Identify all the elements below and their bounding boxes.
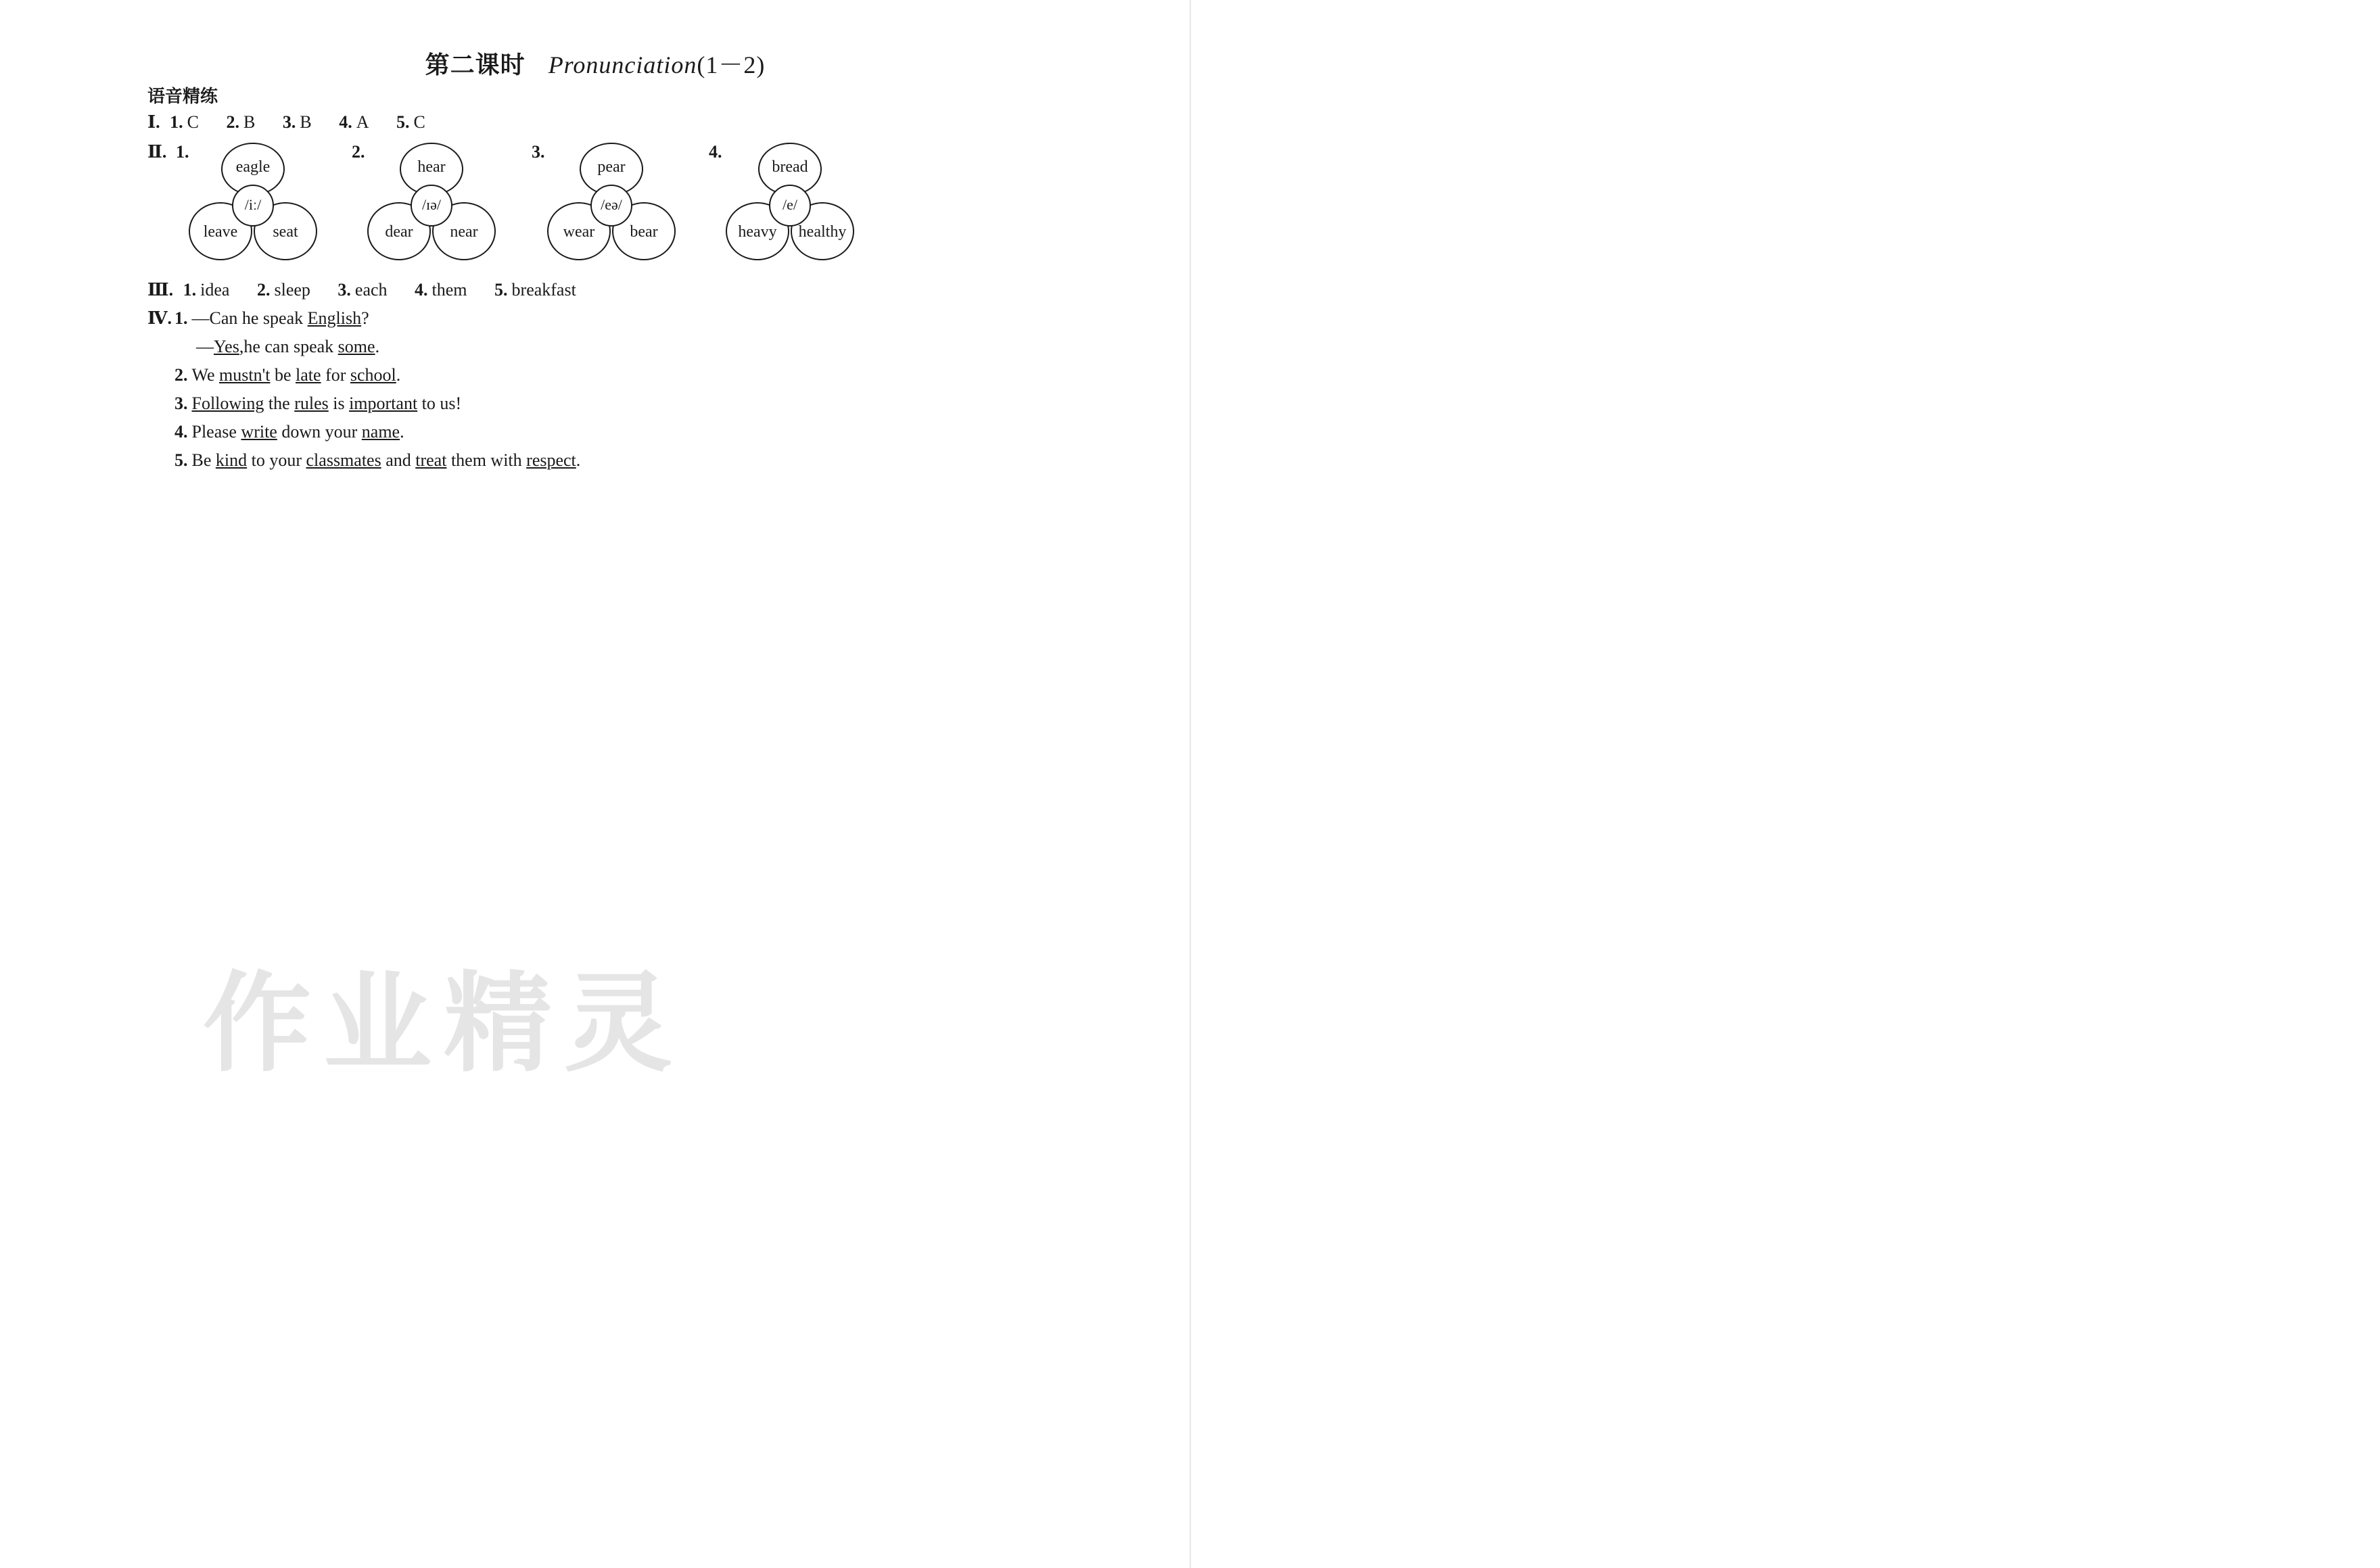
dialogue-line — [174, 365, 400, 385]
flower-phoneme: /eə/ — [601, 196, 622, 213]
section-label: 语音精练 — [147, 86, 218, 106]
sentence-text: . — [576, 450, 581, 470]
answer-item: 3. B — [282, 112, 312, 132]
dialogue-line — [174, 422, 404, 442]
flower-number: 2. — [352, 142, 365, 162]
lesson-en: Pronunciation — [548, 51, 697, 78]
flower-left-word: wear — [563, 223, 595, 241]
line-number: 4. — [174, 422, 188, 442]
flower-top-word: eagle — [235, 158, 271, 176]
sentence-text: — — [196, 337, 214, 356]
underlined-word: Following — [191, 394, 264, 413]
underlined-word: write — [241, 422, 277, 442]
answer-item: 3. each — [337, 280, 388, 300]
sentence-text: Please — [191, 422, 241, 442]
underlined-word: Yes — [214, 337, 239, 356]
flower-phoneme: /ɪə/ — [421, 196, 442, 213]
dialogue-line — [174, 394, 461, 414]
sentence-text: down your — [277, 422, 362, 442]
underlined-word: name — [361, 422, 400, 442]
sentence-text: ,he can speak — [239, 337, 338, 356]
answer-item: 4. A — [339, 112, 369, 132]
flower-diagram — [192, 137, 314, 272]
flower-left-word: dear — [385, 223, 413, 241]
lesson-heading — [0, 46, 1190, 80]
sentence-text: . — [375, 337, 380, 356]
underlined-word: treat — [415, 450, 447, 470]
roman-numeral: Ⅰ. — [147, 112, 160, 132]
flower-phoneme: /e/ — [783, 196, 797, 213]
answer-item: 1. idea — [183, 280, 230, 300]
flower-right-word: healthy — [798, 223, 847, 241]
underlined-word: late — [296, 365, 321, 385]
sentence-text: to your — [247, 450, 306, 470]
flower-number: 4. — [709, 142, 722, 162]
right-page — [1190, 0, 2380, 1568]
underlined-word: some — [337, 337, 375, 356]
answer-row-1 — [147, 112, 448, 133]
flower-right-word: near — [450, 223, 478, 241]
sentence-text: is — [328, 394, 350, 413]
flower-left-word: leave — [203, 223, 238, 241]
sentence-text: Be — [191, 450, 216, 470]
underlined-word: school — [350, 365, 396, 385]
underlined-word: classmates — [306, 450, 381, 470]
sentence-text: them with — [446, 450, 527, 470]
line-number: 3. — [174, 394, 188, 413]
sentence-text: be — [270, 365, 296, 385]
flower-number: 1. — [176, 142, 189, 162]
dialogue-line — [196, 337, 379, 357]
phonics-flowers — [147, 137, 847, 285]
flower-left-word: heavy — [738, 223, 777, 241]
sentence-text: for — [321, 365, 350, 385]
answer-item: 1. C — [170, 112, 200, 132]
flower-top-word: hear — [417, 158, 446, 176]
lesson-cn: 第二课时 — [425, 51, 526, 78]
flower-right-word: bear — [630, 223, 658, 241]
flower-diagram — [551, 137, 672, 272]
sentence-text: —Can he speak — [191, 308, 308, 328]
sentence-text: We — [191, 365, 219, 385]
roman-numeral: Ⅱ. — [147, 142, 167, 162]
underlined-word: important — [349, 394, 418, 413]
underlined-word: respect — [526, 450, 576, 470]
watermark: 作业精灵 — [203, 960, 685, 1087]
dialogue-line — [174, 450, 580, 471]
underlined-word: English — [307, 308, 362, 328]
answer-row-3 — [147, 280, 599, 300]
lesson-range: (1－2) — [697, 51, 766, 78]
roman-numeral: Ⅳ. — [147, 308, 172, 328]
roman-numeral: Ⅲ. — [147, 280, 174, 300]
answer-item: 5. breakfast — [494, 280, 576, 300]
flower-diagram — [371, 137, 492, 272]
underlined-word: rules — [294, 394, 329, 413]
line-number: 1. — [174, 308, 188, 328]
flower-phoneme: /iː/ — [244, 196, 262, 213]
answer-row-4 — [147, 308, 177, 329]
underlined-word: kind — [215, 450, 248, 470]
sentence-text: the — [264, 394, 295, 413]
sentence-text: and — [381, 450, 416, 470]
flower-top-word: bread — [772, 158, 808, 176]
flower-number: 3. — [532, 142, 545, 162]
sentence-text: . — [396, 365, 401, 385]
sentence-text: . — [400, 422, 404, 442]
line-number: 5. — [174, 450, 188, 470]
underlined-word: mustn't — [219, 365, 271, 385]
answer-item: 2. sleep — [256, 280, 310, 300]
line-number: 2. — [174, 365, 188, 385]
answer-item: 2. B — [226, 112, 256, 132]
dialogue-line — [174, 308, 369, 329]
answer-item: 4. them — [415, 280, 467, 300]
flower-right-word: seat — [273, 223, 298, 241]
flower-diagram — [729, 137, 851, 272]
sentence-text: to us! — [417, 394, 462, 413]
flower-top-word: pear — [597, 158, 626, 176]
answer-item: 5. C — [396, 112, 425, 132]
sentence-text: ? — [361, 308, 369, 328]
